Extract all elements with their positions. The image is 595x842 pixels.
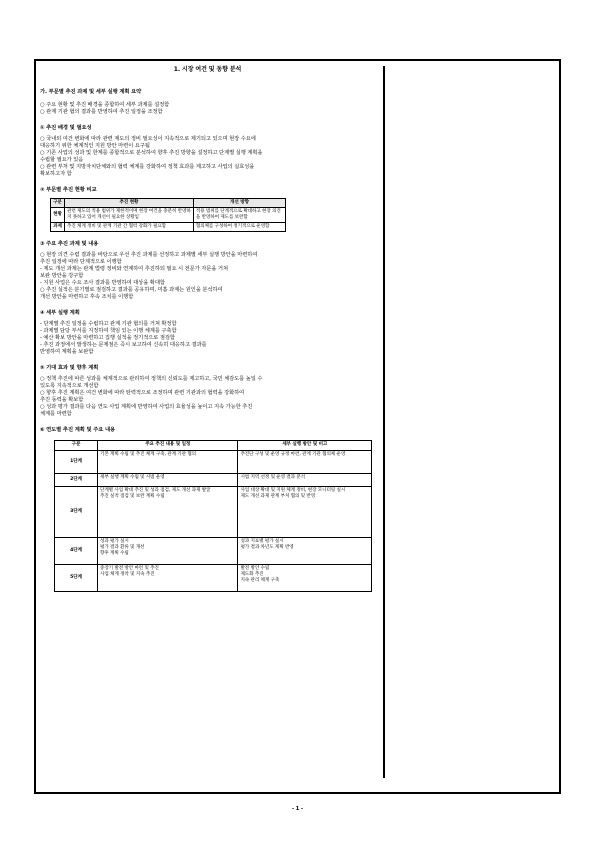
body-line: - 지원 사업은 수요 조사 결과를 반영하여 대상을 확대함: [40, 280, 165, 286]
body-line: 체계를 마련함: [40, 411, 72, 417]
sections-container: [40, 125, 375, 592]
row-label: 2단계: [55, 474, 98, 487]
section-heading: ⑥ 연도별 추진 계획 및 주요 내용: [40, 427, 116, 433]
body-line: ○ 국내외 여건 변화에 따라 관련 제도의 정비 필요성이 지속적으로 제기되고 있으며 현장 수요에: [40, 136, 256, 142]
table-row: [55, 565, 372, 592]
table-cell: 사업 대상 확대 및 지원 체계 정비, 현장 모니터링 실시 제도 개선 과제 관계 부처 협의 및 반영: [238, 487, 372, 538]
row-label: 5단계: [55, 565, 98, 592]
body-line: 보완 방안을 강구함: [40, 273, 84, 279]
table-header-cell: 개선 방향: [193, 199, 285, 208]
document-body: [40, 66, 375, 592]
table-cell: 성과 지표별 평가 실시 평가 결과 차년도 계획 반영: [238, 538, 372, 565]
table-row: [51, 208, 286, 223]
schedule-table: [54, 440, 372, 592]
section-heading: ④ 세부 실행 계획: [40, 310, 80, 316]
row-label: 1단계: [55, 451, 98, 474]
body-line: ○ 정책 추진에 따른 성과를 체계적으로 관리하여 정책의 신뢰도를 제고하고, 국민 체감도를 높일 수: [40, 376, 263, 382]
table-header-cell: 주요 추진 내용 및 일정: [98, 441, 238, 451]
table-header-row: [55, 441, 372, 451]
table-header-cell: 구분: [51, 199, 65, 208]
body-line: 추진 동력을 확보함: [40, 397, 84, 403]
body-line: - 예산 확보 방안을 마련하고 집행 실적을 정기적으로 점검함: [40, 335, 175, 341]
row-label: 현황: [51, 208, 65, 223]
table-row: [55, 487, 372, 538]
body-line: - 과제별 담당 부서를 지정하여 책임 있는 이행 체계를 구축함: [40, 328, 177, 334]
body-line: 개선 방안을 마련하고 후속 조치를 이행함: [40, 294, 134, 300]
table-cell: 관련 제도의 적용 범위가 제한적이며 현장 여건을 충분히 반영하지 못하고 있어 개선이 필요한 상황임: [65, 208, 194, 223]
body-line: - 추진 과정에서 발생하는 문제점은 즉시 보고하여 신속히 대응하고 결과를: [40, 342, 207, 348]
body-line: 확보하고자 함: [40, 171, 72, 177]
table-cell: 발전 방안 수립 제도화 추진 지속 관리 체계 구축: [238, 565, 372, 592]
table-cell: 단계별 사업 확대 추진 및 성과 점검, 제도 개선 과제 발굴 추진 실적 점검 및 보완 계획 수립: [98, 487, 238, 538]
table-cell: 적용 범위를 단계적으로 확대하고 현장 의견을 반영하여 제도를 보완함: [193, 208, 285, 223]
table-cell: 시범 지역 선정 및 운영 결과 분석: [238, 474, 372, 487]
body-line: 대응하기 위한 체계적인 지원 방안 마련이 요구됨: [40, 143, 150, 149]
table-cell: 기본 계획 수립 및 추진 체계 구축, 관계 기관 협의: [98, 451, 238, 474]
table-header-row: [51, 199, 286, 208]
body-line: 추진 일정에 따라 단계적으로 이행함: [40, 259, 122, 265]
body-line: ○ 현장 의견 수렴 결과를 바탕으로 우선 추진 과제를 선정하고 과제별 세부 실행 방안을 마련하여: [40, 252, 258, 258]
table-row: [55, 474, 372, 487]
document-title: 1. 시장 여건 및 동향 분석: [173, 66, 242, 73]
topic-heading: 가. 부문별 추진 과제 및 세부 실행 계획 요약: [40, 89, 142, 95]
body-line: 있도록 지속적으로 개선함: [40, 383, 99, 389]
body-line: ○ 성과 평가 결과를 다음 연도 사업 계획에 반영하여 사업의 효율성을 높이고 지속 가능한 추진: [40, 404, 253, 410]
body-line: ○ 추진 실적은 분기별로 점검하고 결과를 공유하며, 미흡 과제는 원인을 분석하여: [40, 287, 223, 293]
row-label: 3단계: [55, 487, 98, 538]
column-divider: [383, 66, 385, 778]
section-heading: ① 추진 배경 및 필요성: [40, 125, 92, 131]
table-header-cell: 세부 실행 방안 및 비고: [238, 441, 372, 451]
table-header-cell: 구분: [55, 441, 98, 451]
section-heading: ③ 주요 추진 과제 및 내용: [40, 241, 99, 247]
table-cell: 추진단 구성 및 운영 규정 마련, 관계 기관 협의체 운영: [238, 451, 372, 474]
row-label: 과제: [51, 223, 65, 232]
section-heading: ⑤ 기대 효과 및 향후 계획: [40, 365, 99, 371]
table-cell: 협의체를 구성하여 정기적으로 운영함: [193, 223, 285, 232]
table-cell: 성과 평가 실시 평가 결과 환류 및 개선 향후 계획 수립: [98, 538, 238, 565]
row-label: 4단계: [55, 538, 98, 565]
table-row: [51, 223, 286, 232]
table-row: [55, 538, 372, 565]
table-row: [55, 451, 372, 474]
page-number: - 1 -: [291, 806, 304, 812]
body-line: ○ 기존 사업의 성과 및 한계를 종합적으로 분석하여 향후 추진 방향을 설정하고 단계별 실행 계획을: [40, 150, 263, 156]
body-line: - 단계별 추진 일정을 수립하고 관계 기관 협의를 거쳐 확정함: [40, 321, 177, 327]
section-heading: ② 부문별 추진 현황 비교: [40, 187, 97, 193]
body-line: ○ 관련 부처 및 지방자치단체와의 협력 체계를 강화하여 정책 효과를 제고하고 사업의 실효성을: [40, 164, 255, 170]
body-line: - 제도 개선 과제는 관계 법령 정비와 연계하여 추진하되 필요 시 전문가 자문을 거쳐: [40, 266, 228, 272]
body-line: 반영하여 계획을 보완함: [40, 349, 94, 355]
body-line: 수립할 필요가 있음: [40, 157, 84, 163]
table-cell: 추진 체계 정비 및 관계 기관 간 협력 강화가 필요함: [65, 223, 194, 232]
body-line: ○ 향후 추진 계획은 여건 변화에 따라 탄력적으로 조정하며 관련 기관과의 협력을 강화하여: [40, 390, 245, 396]
status-table: [50, 198, 286, 232]
table-header-cell: 추진 현황: [65, 199, 194, 208]
intro-line: ○ 관계 기관 협의 결과를 반영하여 추진 일정을 조정함: [40, 109, 163, 115]
table-cell: 세부 실행 계획 수립 및 시범 운영: [98, 474, 238, 487]
intro-line: ○ 주요 현황 및 추진 배경을 종합하여 세부 과제를 설정함: [40, 102, 170, 108]
table-cell: 중장기 발전 방안 마련 및 추진 사업 체계 정착 및 지속 추진: [98, 565, 238, 592]
